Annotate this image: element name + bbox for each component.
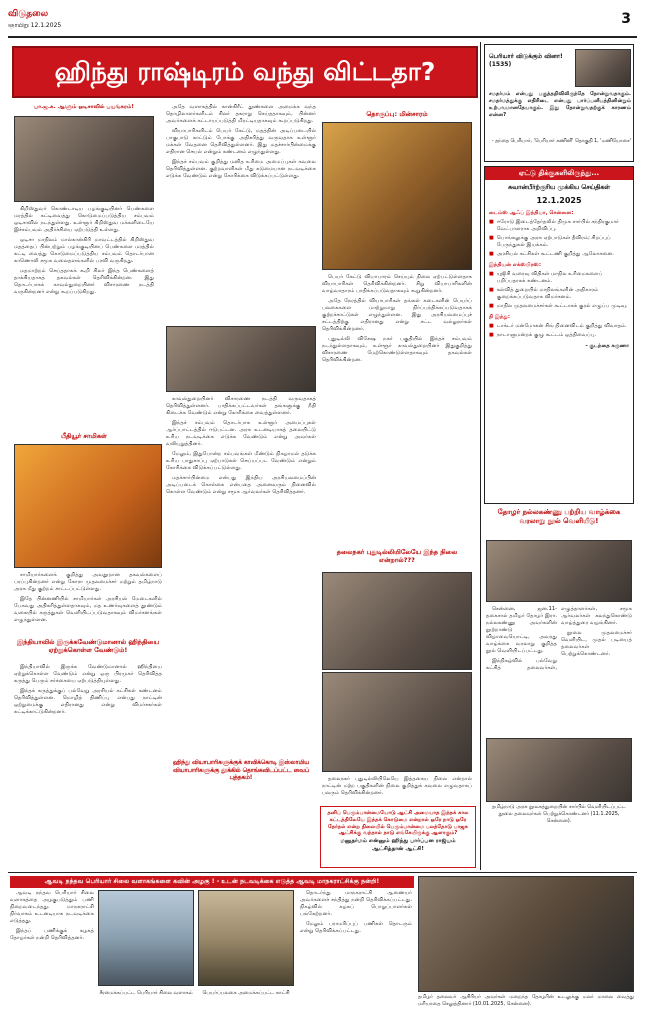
tribute-photo bbox=[418, 876, 634, 992]
page-number: 3 bbox=[621, 11, 631, 27]
box1-body: சமதர்மம் என்பது பகுத்தறிவிலிருந்தே தோன்றுவதாகும். சமதர்மத்துக்கு எதிரிடை என்பது பார்ப்பனீயத்தினின்றும் உற்பவமானதேயாகும். இது தோன்றுவதற்குக் காரணம் என்ன? bbox=[489, 91, 631, 119]
bottom-quote-text: தனிப் பெரும்பான்மையோடு ஆட்சி அமையாத இந்தக் கால கட்டத்திலேயே இந்தக் கொடுமை என்றால் ஒரே நாடு ஒரே தேர்தல் என்ற நிலையில் பெரும்பான்மை பலத்தோடு பாஜக ஆட்சிக்கு வந்தால் நாடு எங்கேயிருக்கு ஆளாகும்? bbox=[327, 810, 469, 837]
lead-byline: பா.ஜ.க. ஆளும் ஒடிசாவில் பயங்கரம்! bbox=[34, 104, 134, 110]
book-release-body: சென்னை, ஜன.11- தகைசால் தமிழர் தோழர் இரா. நல்லகண்ணு அவர்களின் நூற்றாண்டு விழாவையொட்டி, அவரது வாழ்க்கை வரலாறு குறித்த நூல் வெளியிடப்பட்டது. இந்நிகழ்வில் பல்வேறு கட்சித் தலைவர்கள், எழுத்தாளர்கள், சமூக ஆர்வலர்கள் கலந்துகொண்டு வாழ்த்துரை வழங்கினர். நூலை முதலமைச்சர் வெளியிட, முதல் படியைத் தலைவர்கள் பெற்றுக்கொண்டனர். bbox=[486, 606, 632, 672]
digest-item: ■ கல்வித் துறையில் மாநிலங்களின் அதிகாரம் குறைக்கப்படுவதாக விமர்சனம். bbox=[489, 287, 629, 301]
headline-box bbox=[12, 46, 478, 98]
priests-title: பீதியூர் சாமிகள் bbox=[61, 432, 107, 440]
statue-photo-1 bbox=[98, 890, 194, 986]
digest-item: ■ யுஜிசி வரைவு விதிகள் மாநில உரிமைகளைப் பறிப்பதாகக் கண்டனம். bbox=[489, 271, 629, 285]
fruit-vendor-photo bbox=[322, 122, 472, 270]
mid-col2-bottom-title: ஹிந்து வியாபாரிகளுக்குக் காவிக்கொடி இஸ்லாமிய வியாபாரிகளுக்கு தூக்கில் தொங்கவிடப்பட்ட வைப் புத்தகம்! bbox=[172, 760, 310, 782]
box2-sub3: தி இந்து: bbox=[489, 313, 511, 320]
issue-date: ஞாயிறு 12.1.2025 bbox=[8, 22, 62, 29]
lead-col1: கிறிஸ்துவர் கொண்டாடிய பழங்குடியினர் பெண்களை மரத்தில் கட்டிவைத்து கொடுமைப்படுத்திய சம்பவம் ஒடிசாவில் நடந்துள்ளது. உள்ளூர் கிறிஸ்துவ மக்களிடையே இச்சம்பவம் அதிர்ச்சியை ஏற்படுத்தி உள்ளது. ஒடிசா மாநிலம் மால்கான்கிரி மாவட்டத்தில் கிறிஸ்துவ மதத்தைப் பின்பற்றும் பழங்குடியினப் பெண்களை மரத்தில் கட்டி வைத்து கொடுமைப்படுத்திய சம்பவம் தொடர்பான காணொலி சமூக வலைதளங்களில் பரவி வருகிறது. மதமாற்றம் செய்ததாகக் கூறி சிலர் இந்த பெண்களைத் தாக்கியதாகத் தகவல்கள் தெரிவிக்கின்றன. இது தொடர்பாகக் காவல்துறையினர் விசாரணை நடத்தி வருகின்றனர் என்று கூறப்படுகிறது. bbox=[14, 206, 154, 296]
statue-caption-right: பெயர்ப்பலகை அமைக்கப்பட்ட காட்சி bbox=[202, 990, 290, 996]
box1-signature: - தந்தை பெரியார், 'பெரியார் கணினி' தொகுதி 1, 'மணியோசை' bbox=[491, 139, 631, 144]
box1-title: பெரியார் விடுக்கும் வினா! (1535) bbox=[489, 53, 563, 69]
digest-item: ■ டாக்டர் மன்மோகன் சிங் நினைவிடம் குறித்து விவாதம். bbox=[489, 323, 629, 330]
lead-col2: அதே வளாகத்தில் கான்கிரீட் தூண்களை அமைக்க வந்த தொழிலாளர்களிடம் சிலர் தகராறு செய்ததாகவும், பின்னர் அவர்களைக் கட்டாயப்படுத்தி மிரட்டியதாகவும் கூறப்படுகிறது. வியாபாரிகளிடம் பெயர் கேட்டு, மதத்தின் அடிப்படையில் பாகுபாடு காட்டும் போக்கு அதிகரித்து வருவதாக உள்ளூர் மக்கள் வேதனை தெரிவித்துள்ளனர். இது மதச்சார்பின்மைக்கு எதிரான செயல் என்றும் கண்டனம் எழுந்துள்ளது. இந்தச் சம்பவம் குறித்து மனித உரிமை அமைப்புகள் கவலை தெரிவித்துள்ளன. குற்றவாளிகள் மீது கடுமையான நடவடிக்கை எடுக்க வேண்டும் என்று கோரிக்கை விடுக்கப்பட்டுள்ளது. bbox=[166, 104, 316, 180]
mid-photo-1 bbox=[166, 326, 316, 392]
lead-photo-1 bbox=[14, 116, 154, 202]
priests-body: சாமியார்களைக் குறித்து அவதூறான தகவல்களைப் பரப்புகின்றனர் என்று கோரா முதலமைச்சர் மற்றும் தமிழ்நாடு அரசு மீது குற்றம் சாட்டப்பட்டுள்ளது. இதே பின்னணியில் சாமியார்கள் அரசியல் மேடைகளில் பேசுவது அதிகரித்துள்ளதாகவும், மத உணர்வுகளைத் தூண்டும் வகையில் கருத்துகள் வெளியிடப்படுவதாகவும் விமர்சனங்கள் எழுந்துள்ளன. bbox=[14, 572, 162, 624]
box2-date: 12.1.2025 bbox=[536, 195, 582, 205]
box2-sign: - குடந்தை கருணா bbox=[585, 342, 629, 349]
india-body: இந்தியாவில் இருக்க வேண்டுமானால் ஹிந்தியை ஏற்றுக்கொள்ள வேண்டும் என்று ஒரு பிரமுகர் தெரிவித்த கருத்து பெரும் சர்ச்சையை ஏற்படுத்தியுள்ளது. இந்தக் கருத்துக்குப் பல்வேறு அரசியல் கட்சிகள் கண்டனம் தெரிவித்துள்ளன. மொழித் திணிப்பு என்பது நாட்டின் ஒற்றுமைக்கு எதிரானது என்று விமர்சகர்கள் சுட்டிக்காட்டுகின்றனர். bbox=[14, 664, 162, 716]
digest-item: ■ ஈரோடு இடைத்தேர்தலில் திமுக சார்பில் சந்திரகுமார் வேட்பாளராக அறிவிப்பு. bbox=[489, 219, 629, 233]
box2-header: ஏட்டு திக்குகளிலிருந்து... bbox=[485, 167, 633, 180]
book-release-photo-2 bbox=[486, 738, 632, 802]
box2-title: சுவான்பீர்ற்குரிய முக்கிய செய்திகள் bbox=[508, 184, 610, 192]
news-digest-box bbox=[484, 166, 634, 504]
box2-sub1: டைம்ஸ் ஆஃப் இந்தியா, சென்னை: bbox=[489, 209, 574, 216]
tribute-caption: தமிழர் தலைவர் ஆசிரியர் அவர்கள் மறைந்த தோழரின் உடலுக்கு மலர் மாலை வைத்து மரியாதை செலுத்தினார் (10.01.2025, சென்னை). bbox=[418, 994, 634, 1007]
digest-item: ■ பொங்கலுக்கு அரசு ஏற்பாடுகள் தீவிரம்; சிறப்புப் பேருந்துகள் இயக்கம். bbox=[489, 235, 629, 249]
book-release-caption: தமிழ்நாடு அரசு நூலகத்துறையின் சார்பில் வெளியிடப்பட்ட நூலை தலைவர்கள் பெற்றுக்கொண்டனர் (11.1.2025, சென்னை). bbox=[492, 804, 626, 824]
periyar-question-box bbox=[484, 44, 634, 162]
mid-col3: தலைநகர் புதுடில்லியிலேயே இத்தகைய நிலை என்றால் நாட்டின் மற்ற பகுதிகளின் நிலை குறித்துக் கவலை எழுவதாகப் பலரும் தெரிவிக்கின்றனர். bbox=[322, 776, 472, 797]
statue-photo-2 bbox=[198, 890, 294, 986]
street-photo-2 bbox=[322, 672, 472, 772]
lead-col3: பெயர் கேட்டு வியாபாரம் செய்யும் நிலை ஏற்பட்டுள்ளதாக வியாபாரிகள் தெரிவிக்கின்றனர். சிறு வியாபாரிகளின் வாழ்வாதாரம் பாதிக்கப்படுவதாகவும் கூறுகின்றனர். அதே நேரத்தில் வியாபாரிகள் தங்கள் கடைகளின் பெயர்ப் பலகைகளை மாற்றுமாறு நிர்ப்பந்திக்கப்படுவதாகக் குற்றச்சாட்டுகள் எழுந்துள்ளன. இது அரசியலமைப்புச் சட்டத்திற்கு எதிரானது என்று சட்ட வல்லுநர்கள் தெரிவிக்கின்றனர். புதுடில்லி விசேஷ நகர் பகுதியில் இந்தச் சம்பவம் நடந்துள்ளதாகவும், உள்ளூர் காவல்துறையினர் இதுகுறித்து விசாரணை மேற்கொண்டுள்ளதாகவும் தகவல்கள் தெரிவிக்கின்றன. bbox=[322, 274, 472, 364]
box2-sub2: இந்தியன் எக்ஸ்பிரஸ்: bbox=[489, 261, 541, 268]
book-release-photo bbox=[486, 540, 632, 602]
col3-photo-caption: தொகுப்பு: மின்சாரம் bbox=[366, 110, 428, 118]
bottom-quote-box bbox=[320, 806, 476, 868]
headline: ஹிந்து ராஷ்டிரம் வந்து விட்டதா? bbox=[54, 57, 436, 86]
digest-item: ■ நாடாளுமன்றக் குழு கூட்டம் ஒத்திவைப்பு. bbox=[489, 332, 629, 339]
book-release-title: தோழர் நல்லகண்ணு பற்றிய வாழ்க்கை வரலாறு நூல் வெளியீடு! bbox=[497, 508, 621, 526]
street-photo bbox=[322, 572, 472, 670]
paper-name: விடுதலை bbox=[8, 9, 49, 19]
bottom-col1: ஆவடி நந்தவ பெரியார் சிலை வளாகத்தை அழகுபடுத்தும் பணி நிறைவடைந்தது. மாநகராட்சி நிர்வாகம் உடனடியாக நடவடிக்கை எடுத்தது. இந்தப் பணிக்குக் கழகத் தோழர்கள் நன்றி தெரிவித்தனர். bbox=[10, 890, 94, 942]
bottom-banner: ஆவடி நந்தவ பெரியார் சிலை வளாகங்களை கவின் அழகு ! - உடன் நடவடிக்கை எடுத்த ஆவடி மாநகராட்சிக்கு நன்றி! bbox=[10, 876, 414, 888]
mid-col3-title: தலைநகர் புதுடில்லியிலேயே இந்த நிலை என்றால்??? bbox=[336, 548, 458, 565]
statue-caption-left: சீரமைக்கப்பட்ட பெரியார் சிலை வளாகம் bbox=[99, 990, 193, 996]
digest-item: ■ அரசியல் கட்சிகள் கூட்டணி குறித்து ஆலோசனை. bbox=[489, 251, 629, 258]
mid-col2: காவல்துறையினர் விசாரணை நடத்தி வருவதாகத் தெரிவித்துள்ளனர். பாதிக்கப்பட்டவர்கள் தங்களுக்கு நீதி கிடைக்க வேண்டும் என்று கோரிக்கை வைத்துள்ளனர். இந்தச் சம்பவம் தொடர்பாக உள்ளூர் அமைப்புகள் ஆர்ப்பாட்டத்தில் ஈடுபட்டன. அரசு உடனடியாகத் தலையிட்டு உரிய நடவடிக்கை எடுக்க வேண்டும் என்று அவர்கள் வலியுறுத்தினர். மேலும், இதுபோன்ற சம்பவங்கள் மீண்டும் நிகழாமல் தடுக்க உரிய பாதுகாப்பு ஏற்பாடுகள் செய்யப்பட வேண்டும் என்றும் கோரிக்கை விடுக்கப்பட்டுள்ளது. மதச்சார்பின்மை என்பது இந்திய அரசியலமைப்பின் அடிப்படைக் கொள்கை என்பதை அனைவரும் நினைவில் கொள்ள வேண்டும் என்று சமூக ஆர்வலர்கள் தெரிவித்தனர். bbox=[166, 396, 316, 496]
priests-photo bbox=[14, 444, 162, 568]
masthead bbox=[8, 4, 637, 38]
bottom-col3: தொடர்ந்து மாநகராட்சி ஆணையர் அவர்களைச் சந்தித்து நன்றி தெரிவிக்கப்பட்டது. நிகழ்வில் கழகப் பொறுப்பாளர்கள் பங்கேற்றனர். மேலும் பராமரிப்புப் பணிகள் தொடரும் என்று தெரிவிக்கப்பட்டது. bbox=[300, 890, 412, 935]
periyar-portrait bbox=[575, 49, 631, 87]
india-title: இந்தியாவில் இருக்கவேண்டுமானால் ஹிந்தியை ஏற்றுக்கொள்ள வேண்டும்! bbox=[16, 638, 160, 655]
bottom-quote-tail: மனுதர்மம் என்னும் ஹிந்து பார்ப்பன ராஜ்யம் ஆட்சித்தான் ஆட்சி! bbox=[340, 838, 456, 852]
digest-item: ■ மாநில முதலமைச்சர்கள் கூட்டாகக் குரல் எழுப்ப முடிவு. bbox=[489, 303, 629, 310]
